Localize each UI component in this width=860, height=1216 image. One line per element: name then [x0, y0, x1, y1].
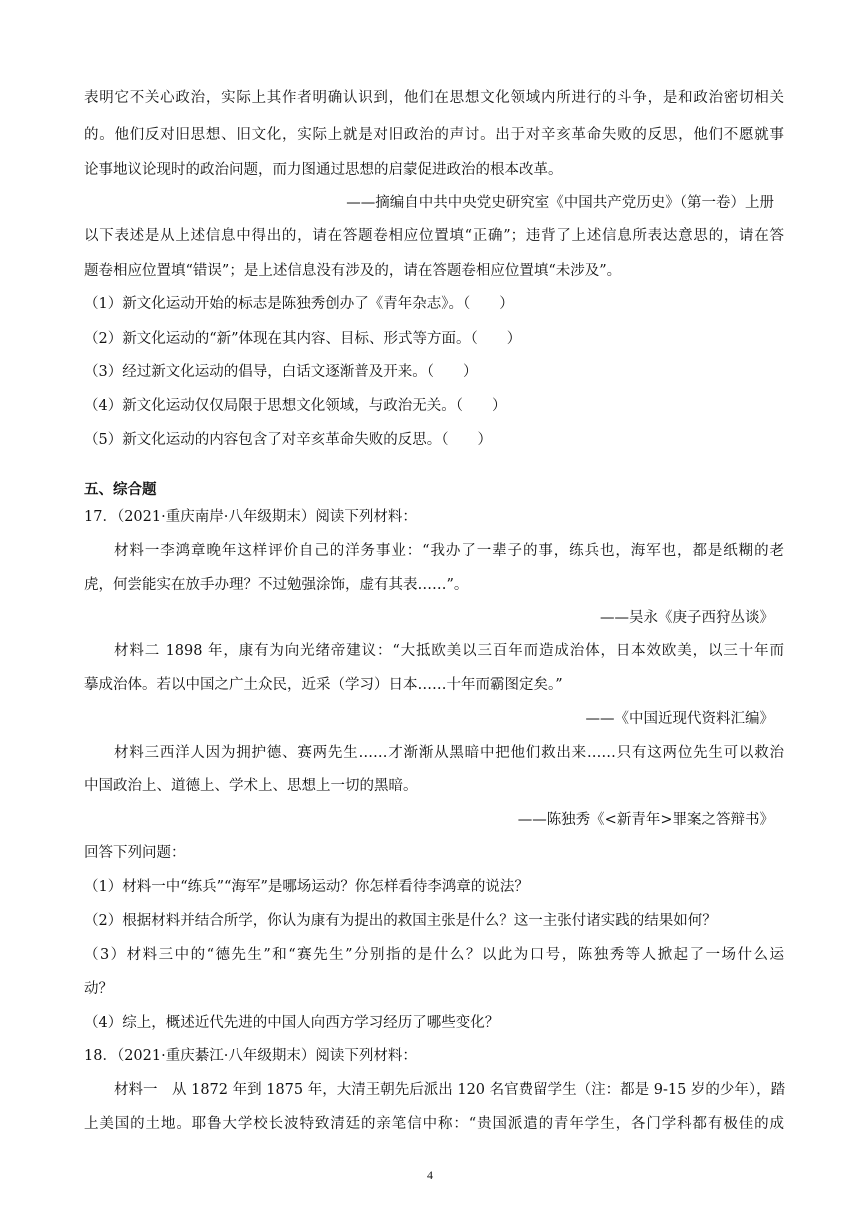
question-item: （4）新文化运动仅仅局限于思想文化领域，与政治无关。（ ） — [84, 398, 507, 414]
source-citation: ——吴永《庚子西狩丛谈》 — [600, 610, 774, 626]
material-text: 材料三西洋人因为拥护德、赛两先生……才渐渐从黑暗中把他们救出来……只有这两位先生可以救治 — [114, 745, 784, 761]
text-line: 论事地议论现时的政治问题，而力图通过思想的启蒙促进政治的根本改革。 — [84, 162, 563, 178]
instruction-line: 以下表述是从上述信息中得出的，请在答题卷相应位置填“正确”；违背了上述信息所表达意思的，请在答 — [84, 228, 784, 244]
page-number: 4 — [427, 1168, 433, 1182]
material-text: 材料二 1898 年，康有为向光绪帝建议：“大抵欧美以三百年而造成治体，日本效欧美，以三十年而 — [114, 643, 784, 659]
question-item: （3）材料三中的“德先生”和“赛先生”分别指的是什么？以此为口号，陈独秀等人掀起了一场什么运 — [84, 947, 784, 963]
question-item: （1）材料一中“练兵”“海军”是哪场运动？你怎样看待李鸿章的说法？ — [84, 879, 529, 895]
material-text: 摹成治体。若以中国之广土众民，近采（学习）日本……十年而霸图定矣。” — [84, 677, 563, 693]
question-item: （5）新文化运动的内容包含了对辛亥革命失败的反思。（ ） — [84, 432, 492, 448]
material-text: 虎，何尝能实在放手办理？不过勉强涂饰，虚有其表……”。 — [84, 577, 469, 593]
material-text: 中国政治上、道德上、学术上、思想上一切的黑暗。 — [84, 778, 418, 794]
text-line: 的。他们反对旧思想、旧文化，实际上就是对旧政治的声讨。出于对辛亥革命失败的反思，他们不愿就事 — [84, 127, 784, 143]
material-text: 材料一李鸿章晚年这样评价自己的洋务事业：“我办了一辈子的事，练兵也，海军也，都是纸糊的老 — [114, 543, 784, 559]
question-item: （3）经过新文化运动的倡导，白话文逐渐普及开来。（ ） — [84, 364, 478, 380]
instruction-line: 题卷相应位置填“错误”；是上述信息没有涉及的，请在答题卷相应位置填“未涉及”。 — [84, 263, 622, 279]
source-citation: ——《中国近现代资料汇编》 — [585, 711, 774, 727]
question-header: 18．（2021·重庆綦江·八年级期末）阅读下列材料： — [84, 1048, 417, 1064]
question-item: （4）综上，概述近代先进的中国人向西方学习经历了哪些变化？ — [84, 1015, 500, 1031]
prompt-line: 回答下列问题： — [84, 845, 186, 861]
question-item: 动？ — [84, 981, 113, 997]
source-citation: ——陈独秀《<新青年>罪案之答辩书》 — [517, 812, 774, 828]
question-header: 17．（2021·重庆南岸·八年级期末）阅读下列材料： — [84, 509, 417, 525]
question-item: （2）根据材料并结合所学，你认为康有为提出的救国主张是什么？这一主张付诸实践的结果如何？ — [84, 913, 717, 929]
text-line: 表明它不关心政治，实际上其作者明确认识到，他们在思想文化领域内所进行的斗争，是和政治密切相关 — [84, 90, 784, 106]
material-text: 上美国的土地。耶鲁大学校长波特致清廷的亲笔信中称：“贵国派遣的青年学生，各门学科都有极佳的成 — [84, 1116, 784, 1132]
question-item: （1）新文化运动开始的标志是陈独秀创办了《青年杂志》。（ ） — [84, 296, 514, 312]
material-text: 材料一 从 1872 年到 1875 年，大清王朝先后派出 120 名官费留学生（注：都是 9-15 岁的少年），踏 — [114, 1082, 786, 1098]
source-citation: ——摘编自中共中央党史研究室《中国共产党历史》（第一卷）上册 — [346, 195, 774, 211]
question-item: （2）新文化运动的“新”体现在其内容、目标、形式等方面。（ ） — [84, 331, 522, 347]
section-heading: 五、综合题 — [84, 482, 157, 498]
